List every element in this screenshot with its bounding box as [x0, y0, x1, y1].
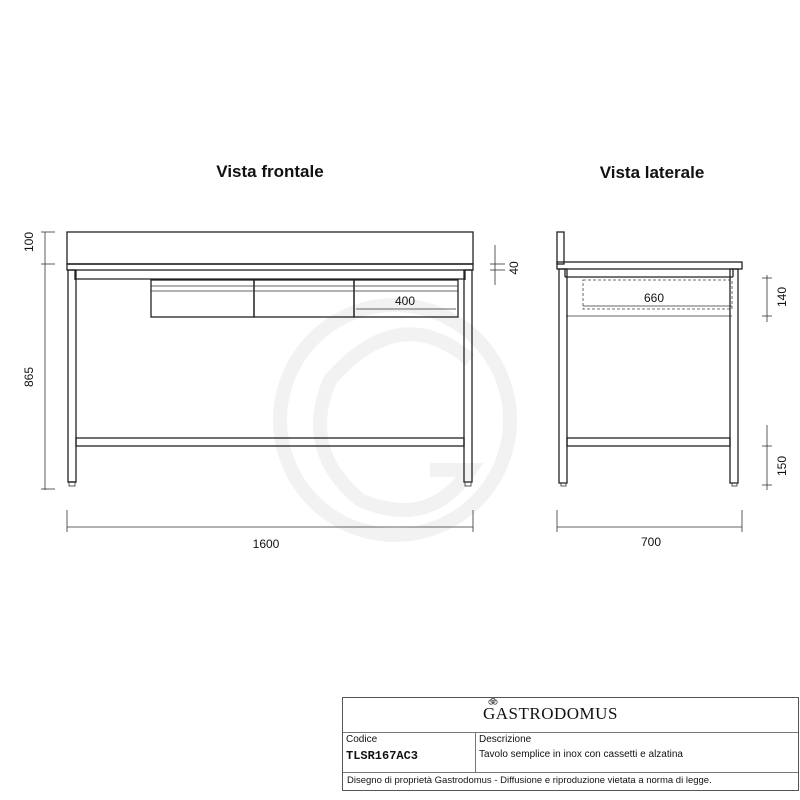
front-view: [67, 232, 473, 486]
ownership-notice: Disegno di proprietà Gastrodomus - Diffusione e riproduzione vietata a norma di legge.: [347, 775, 712, 786]
front-worktop: [67, 264, 473, 270]
code-cell: [343, 732, 476, 772]
description-value: Tavolo semplice in inox con cassetti e alzatina: [479, 749, 683, 760]
description-label: Descrizione: [479, 734, 532, 745]
dim-top-thickness: 100: [22, 231, 36, 253]
side-view-title: Vista laterale: [599, 163, 705, 182]
front-undershelf: [76, 438, 464, 446]
drawer-1: [151, 280, 254, 317]
front-upstand: [67, 232, 473, 264]
title-block-info-row: [343, 732, 798, 773]
dim-side-depth: 700: [640, 535, 662, 549]
side-leg-back: [730, 269, 738, 483]
side-leg-front: [559, 269, 567, 483]
side-view: [557, 232, 742, 486]
dim-drawer-width: 400: [394, 294, 416, 308]
front-leg-left: [68, 270, 76, 482]
side-upstand: [557, 232, 564, 264]
title-block-logo-row: [343, 698, 798, 733]
code-value: TLSR167AC3: [346, 749, 419, 763]
dim-front-width: 1600: [252, 537, 280, 551]
side-undershelf: [567, 438, 730, 446]
side-worktop: [557, 262, 742, 269]
code-label: Codice: [346, 734, 378, 745]
watermark-logo: [280, 305, 510, 535]
drawer-2: [254, 280, 354, 317]
front-leg-right: [464, 270, 472, 482]
brand-logo: GASTRODOMUS: [483, 704, 618, 723]
dim-frame-height: 40: [507, 261, 521, 275]
dim-drawer-depth: 660: [643, 291, 665, 305]
front-view-title: Vista frontale: [216, 162, 324, 181]
title-block: [342, 697, 799, 791]
dim-drawer-height: 140: [775, 286, 789, 308]
dim-total-height: 865: [22, 366, 36, 388]
dim-shelf-height: 150: [775, 455, 789, 477]
